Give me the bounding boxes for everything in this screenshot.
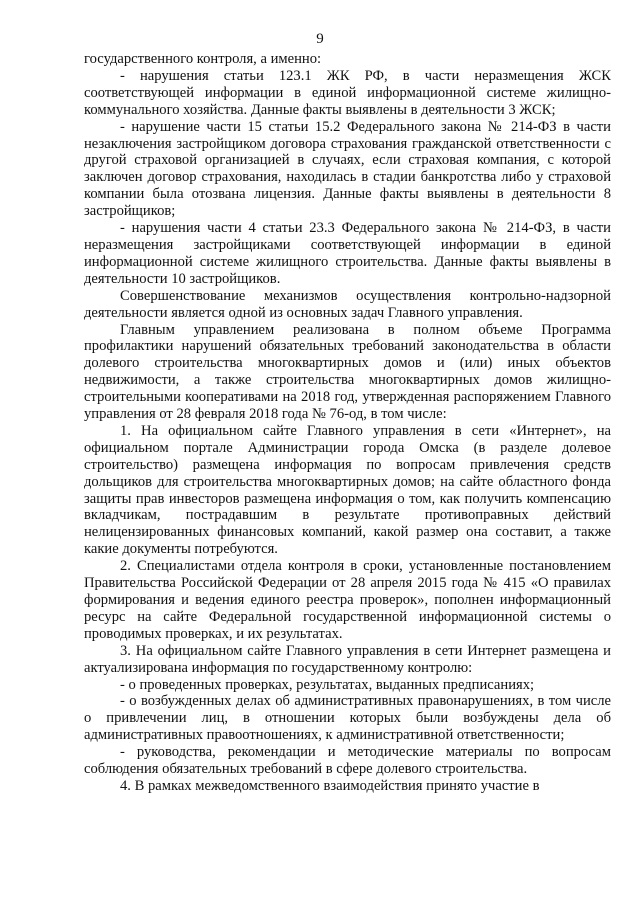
paragraph-prevention-program: Главным управлением реализована в полном объеме Программа профилактики нарушений обязательных требований законодательства в области долевого строительства многоквартирных домов и (или) иных объектов недвижимости, а также строительства многоквартирных домов жилищно-строительными кооперативами на 2018 год, утвержденная распоряжением Главного управления от 28 февраля 2018 года № 76-од, в том числе: — [84, 321, 611, 423]
paragraph-violation-disclosure: - нарушения части 4 статьи 23.3 Федерального закона № 214-ФЗ, в части неразмещения застройщиками соответствующей информации в единой информационной системе жилищного строительства. Данные факты выявлены в деятельности 10 застройщиков. — [84, 220, 611, 287]
paragraph-item-3-inspections: - о проведенных проверках, результатах, выданных предписаниях; — [120, 676, 535, 693]
paragraph-improvement: Совершенствование механизмов осуществления контрольно-надзорной деятельности является одной из основных задач Главного управления. — [84, 287, 611, 321]
paragraph-item-4: 4. В рамках межведомственного взаимодействия принято участие в — [120, 777, 540, 794]
paragraph-item-1: 1. На официальном сайте Главного управления в сети «Интернет», на официальном портале Администрации города Омска (в разделе долевое строительство) размещена информация по вопросам привлечения средств дольщиков для строительства многоквартирных домов; на сайте областного фонда защиты прав инвесторов размещена информация о том, как получить компенсацию вкладчикам, пострадавшим в результате противоправных действий нелицензированных финансовых компаний, какой размер она составит, а также какие документы потребуются. — [84, 422, 611, 558]
document-body — [84, 51, 611, 795]
page-number: 9 — [316, 31, 324, 47]
paragraph-item-3-cases: - о возбужденных делах об административных правонарушениях, в том числе о привлечении лиц, в отношении которых были возбуждены дела об административных правоотношениях, к административной ответственности; — [84, 693, 611, 744]
paragraph-intro: государственного контроля, а именно: — [84, 51, 322, 67]
paragraph-item-2: 2. Специалистами отдела контроля в сроки, установленные постановлением Правительства Российской Федерации от 28 апреля 2015 года № 415 «О правилах формирования и ведения единого реестра проверок», пополнен информационный ресурс на сайте Федеральной государственной информационной системы о проводимых проверках, и их результатах. — [84, 558, 611, 642]
paragraph-item-3: 3. На официальном сайте Главного управления в сети Интернет размещена и актуализирована информация по государственному контролю: — [84, 642, 611, 676]
paragraph-violation-insurance: - нарушение части 15 статьи 15.2 Федерального закона № 214-ФЗ в части незаключения застройщиком договора страхования гражданской ответственности с другой страховой организацией в случаях, если страховая компания, с которой заключен договор страхования, находилась в стадии банкротства либо у страховой компании была отозвана лицензия. Данные факты выявлены в деятельности 8 застройщиков; — [84, 118, 611, 220]
paragraph-item-3-guidance: - руководства, рекомендации и методические материалы по вопросам соблюдения обязательных требований в сфере долевого строительства. — [84, 744, 611, 778]
paragraph-violation-zhk: - нарушения статьи 123.1 ЖК РФ, в части неразмещения ЖСК соответствующей информации в единой информационной системе жилищно-коммунального хозяйства. Данные факты выявлены в деятельности 3 ЖСК; — [84, 67, 611, 118]
